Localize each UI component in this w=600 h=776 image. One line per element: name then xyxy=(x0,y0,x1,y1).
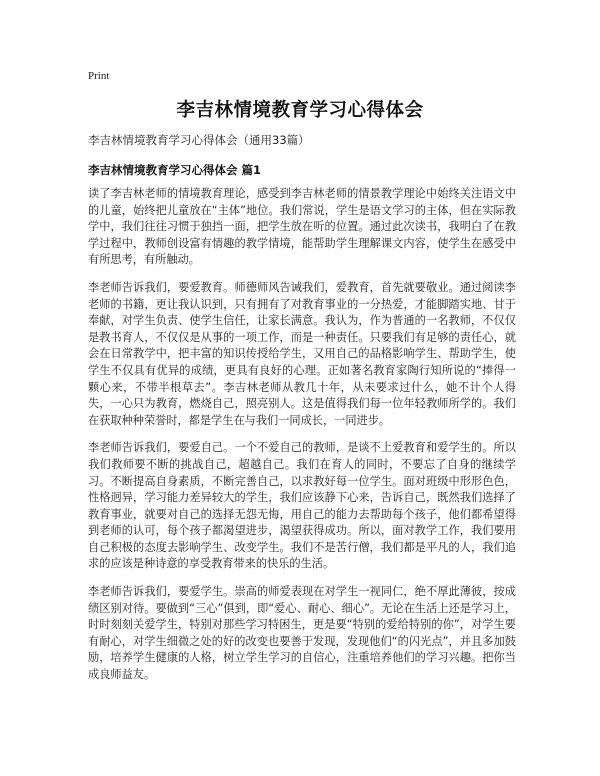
article-body xyxy=(88,186,516,695)
page-title: 李吉林情境教育学习心得体会 xyxy=(176,100,424,121)
paragraph: 读了李吉林老师的情境教育理论，感受到李吉林老师的情景教学理论中始终关注语文中的儿童，始终把儿童放在“主体”地位。我们常说，学生是语文学习的主体，但在实际教学中，我们往往习惯于独挡一面，把学生放在听的位置。通过此次读书，我明白了在教学过程中，教师创设富有情趣的教学情境，能帮助学生理解课文内容，使学生在感受中有所思考，有所触动。 xyxy=(88,187,516,267)
paragraph: 李老师告诉我们，要爱教育。师德师风告诫我们，爱教育，首先就要敬业。通过阅读李老师的书籍，更让我认识到，只有拥有了对教育事业的一分热爱，才能脚踏实地、甘于奉献，对学生负责、使学生信任，让家长满意。我认为，作为普通的一名教师，不仅仅是教书育人，不仅仅是从事的一项工作，而是一种责任。只要我们有足够的责任心，就会在日常教学中，把丰富的知识传授给学生，又用自己的品格影响学生、帮助学生，使学生不仅具有优异的成绩，更具有良好的心理。正如著名教育家陶行知所说的“捧得一颗心来，不带半根草去”。李吉林老师从教几十年，从未要求过什么，她不计个人得失，一心只为教育，燃烧自己，照亮别人。这是值得我们每一位年轻教师所学的。我们在获取种种荣誉时，都是学生在与我们一同成长，一同进步。 xyxy=(88,280,516,427)
print-link[interactable]: Print xyxy=(88,70,110,82)
document-subtitle: 李吉林情境教育学习心得体会（通用33篇） xyxy=(88,133,310,147)
section-heading: 李吉林情境教育学习心得体会 篇1 xyxy=(88,163,262,177)
paragraph: 李老师告诉我们，要爱学生。崇高的师爱表现在对学生一视同仁，绝不厚此薄彼，按成绩区别对待。要做到“三心”俱到，即“爱心、耐心、细心”。无论在生活上还是学习上，时时刻刻关爱学生，特别对那些学习特困生，更是要“特别的爱给特别的你”，对学生要有耐心，对学生细微之处的好的改变也要善于发现，发现他们“的闪光点”，并且多加鼓励，培养学生健康的人格，树立学生学习的自信心，注重培养他们的学习兴趣。把你当成良师益友。 xyxy=(88,585,516,682)
paragraph: 李老师告诉我们，要爱自己。一个不爱自己的教师，是谈不上爱教育和爱学生的。所以我们教师要不断的挑战自己，超越自己。我们在育人的同时，不要忘了自身的继续学习。不断提高自身素质，不断完善自己，以求教好每一位学生。面对班级中形形色色，性格迥异，学习能力差异较大的学生，我们应该静下心来，告诉自己，既然我们选择了教育事业，就要对自己的选择无怨无悔，用自己的能力去帮助每个孩子，他们都希望得到老师的认可，每个孩子都渴望进步，渴望获得成功。所以，面对教学工作，我们要用自己积极的态度去影响学生、改变学生。我们不是苦行僧，我们都是平凡的人，我们追求的应该是种诗意的享受教育带来的快乐的生活。 xyxy=(88,441,516,571)
